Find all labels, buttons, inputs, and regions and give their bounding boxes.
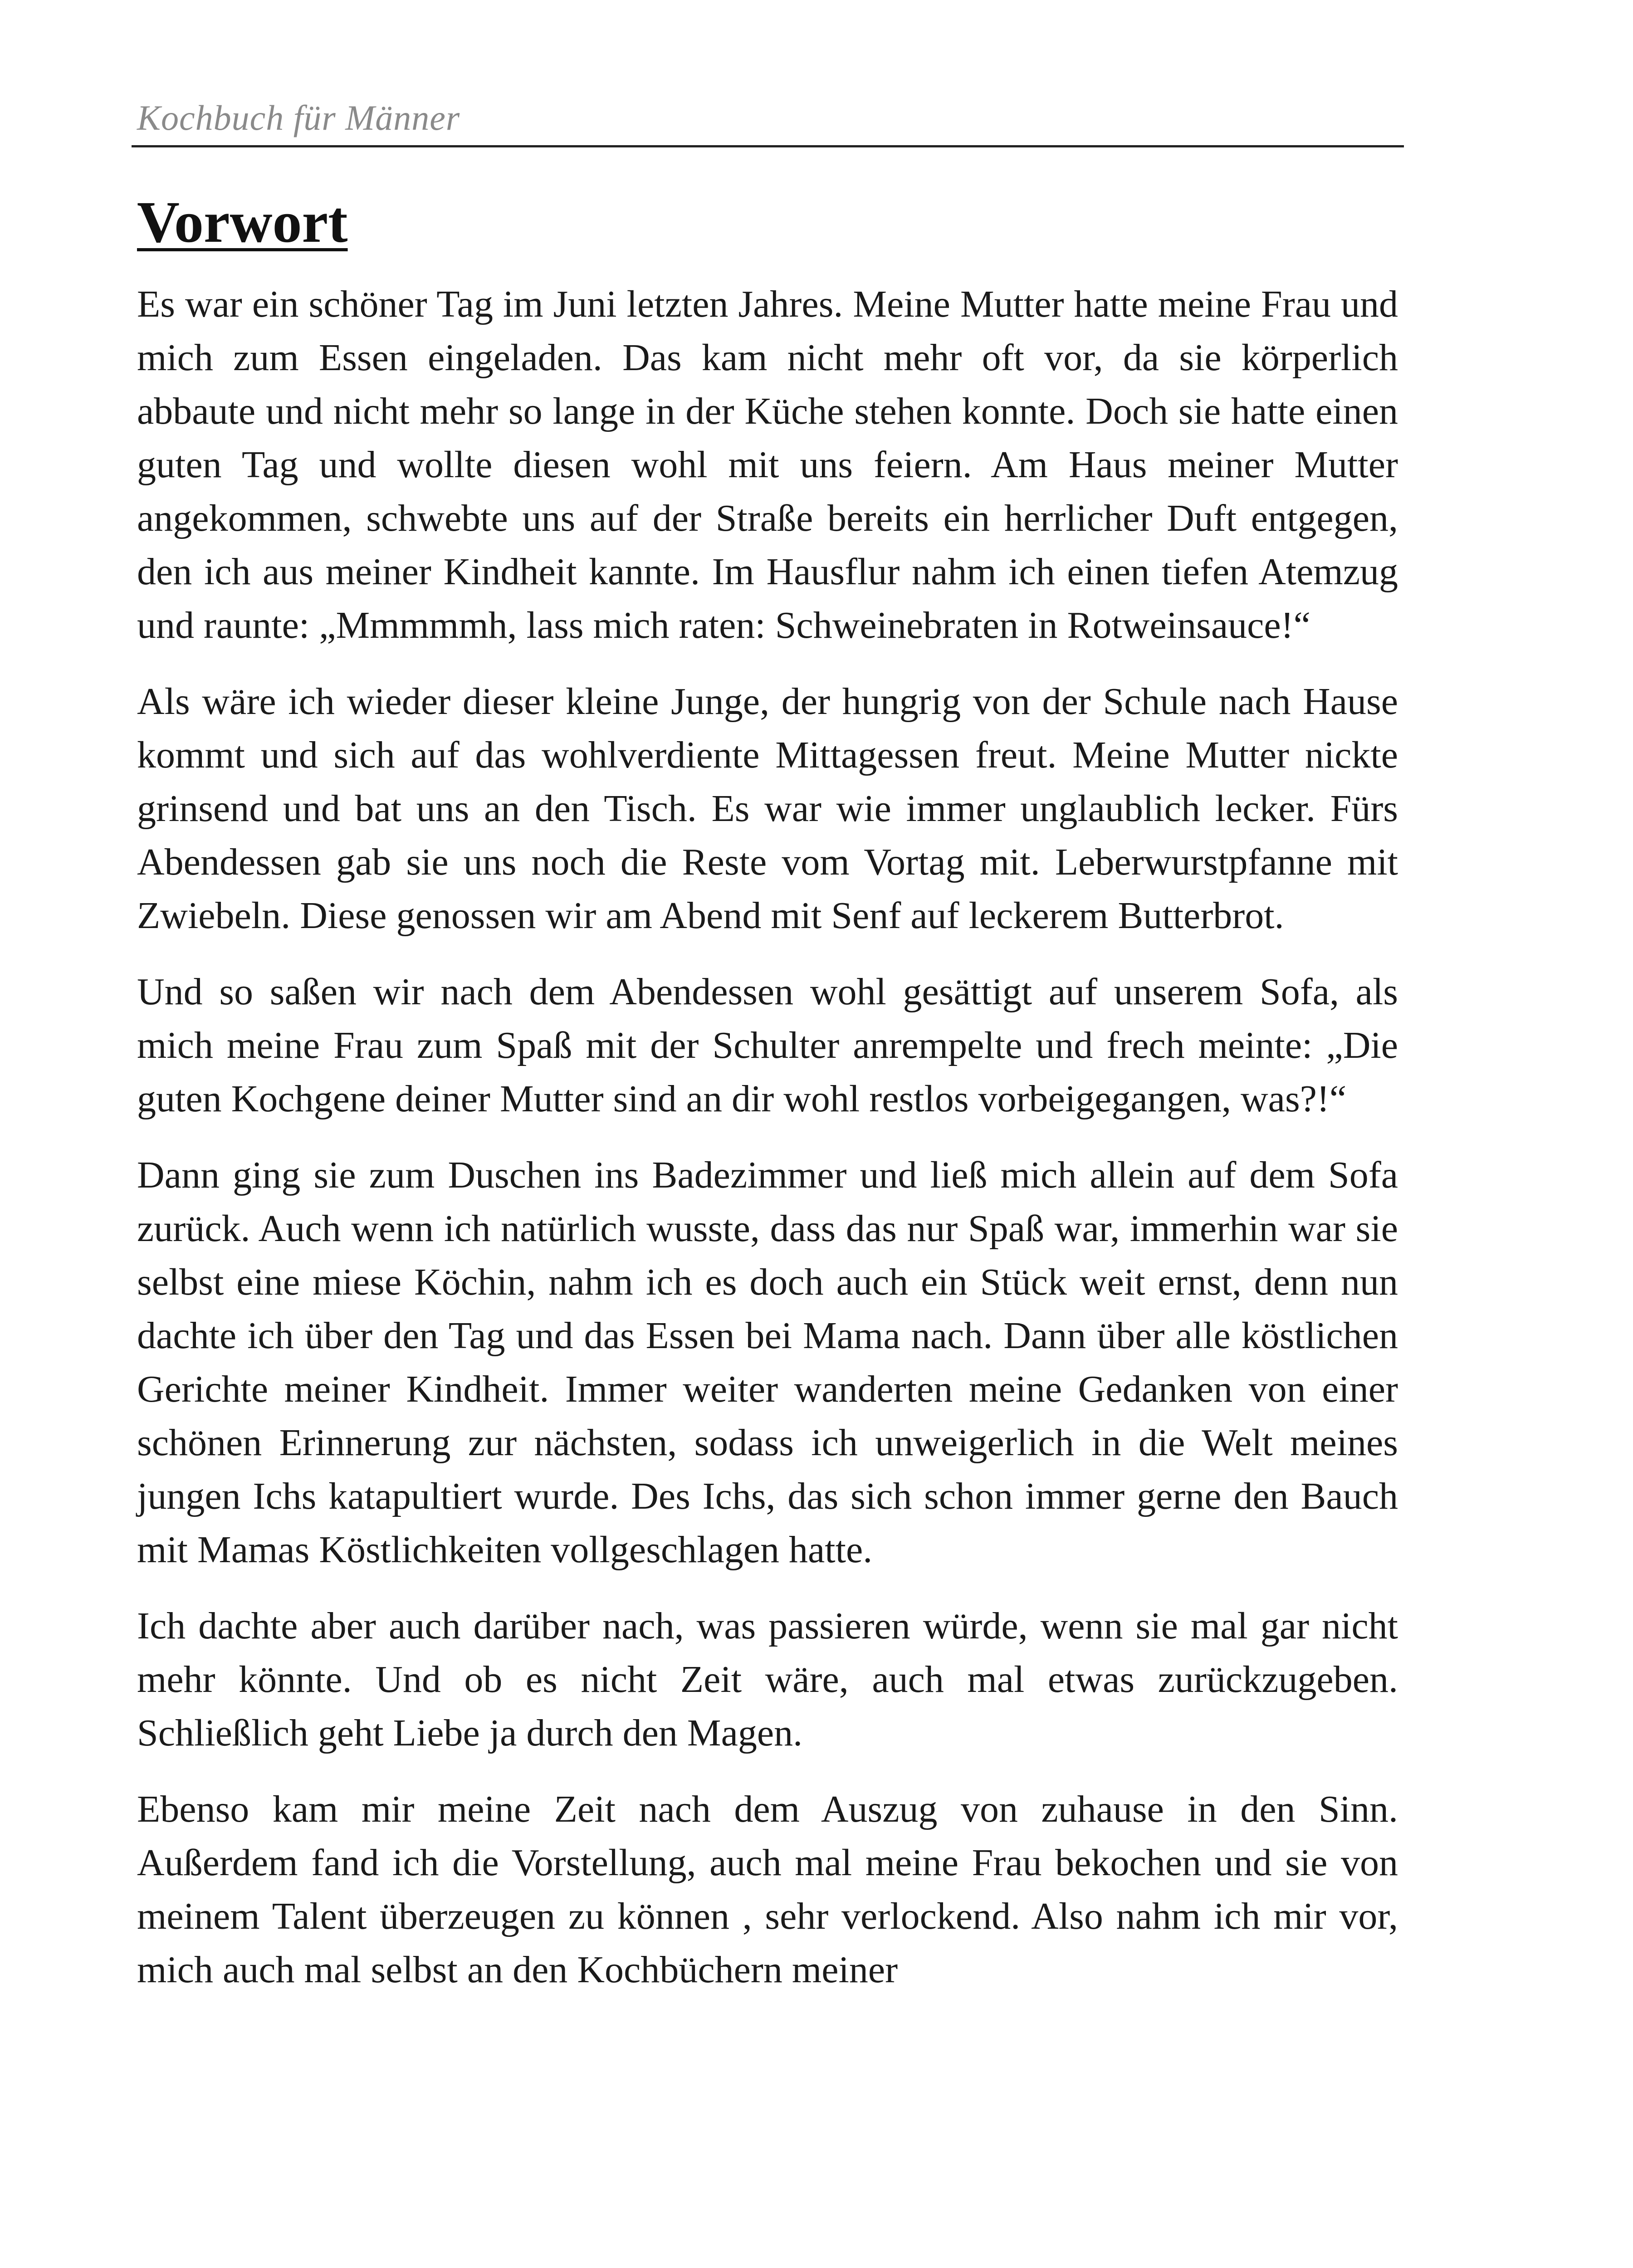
running-header-title: Kochbuch für Männer [137,98,460,137]
paragraph: Ich dachte aber auch darüber nach, was passieren würde, wenn sie mal gar nicht mehr könnte. Und ob es nicht Zeit wäre, auch mal etwas zurückzugeben. Schließlich geht Liebe ja durch den Magen. [137,1605,1398,1754]
chapter-title: Vorwort [137,190,348,255]
paragraph: Und so saßen wir nach dem Abendessen wohl gesättigt auf unserem Sofa, als mich meine Frau zum Spaß mit der Schulter anrempelte und frech meinte: „Die guten Kochgene deiner Mutter sind an dir wohl restlos vorbeigegangen, was?!“ [137,971,1398,1120]
paragraph: Es war ein schöner Tag im Juni letzten Jahres. Meine Mutter hatte meine Frau und mich zum Essen eingeladen. Das kam nicht mehr oft vor, da sie körperlich abbaute und nicht mehr so lange in der Küche stehen konnte. Doch sie hatte einen guten Tag und wollte diesen wohl mit uns feiern. Am Haus meiner Mutter angekommen, schwebte uns auf der Straße bereits ein herrlicher Duft entgegen, den ich aus meiner Kindheit kannte. Im Hausflur nahm ich einen tiefen Atemzug und raunte: „Mmmmmh, lass mich raten: Schweinebraten in Rotweinsauce!“ [137,283,1398,646]
paragraph: Dann ging sie zum Duschen ins Badezimmer und ließ mich allein auf dem Sofa zurück. Auch wenn ich natürlich wusste, dass das nur Spaß war, immerhin war sie selbst eine miese Köchin, nahm ich es doch auch ein Stück weit ernst, denn nun dachte ich über den Tag und das Essen bei Mama nach. Dann über alle köstlichen Gerichte meiner Kindheit. Immer weiter wanderten meine Gedanken von einer schönen Erinnerung zur nächsten, sodass ich unweigerlich in die Welt meines jungen Ichs katapultiert wurde. Des Ichs, das sich schon immer gerne den Bauch mit Mamas Köstlichkeiten vollgeschlagen hatte. [137,1154,1398,1571]
paragraph: Als wäre ich wieder dieser kleine Junge, der hungrig von der Schule nach Hause kommt und sich auf das wohlverdiente Mittagessen freut. Meine Mutter nickte grinsend und bat uns an den Tisch. Es war wie immer unglaublich lecker. Fürs Abendessen gab sie uns noch die Reste vom Vortag mit. Leberwurstpfanne mit Zwiebeln. Diese genossen wir am Abend mit Senf auf leckerem Butterbrot. [137,680,1398,937]
header-divider [132,145,1404,147]
paragraph: Ebenso kam mir meine Zeit nach dem Auszug von zuhause in den Sinn. Außerdem fand ich die Vorstellung, auch mal meine Frau bekochen und sie von meinem Talent überzeugen zu können , sehr verlockend. Also nahm ich mir vor, mich auch mal selbst an den Kochbüchern meiner [137,1788,1398,1991]
body-text [137,278,1398,2019]
